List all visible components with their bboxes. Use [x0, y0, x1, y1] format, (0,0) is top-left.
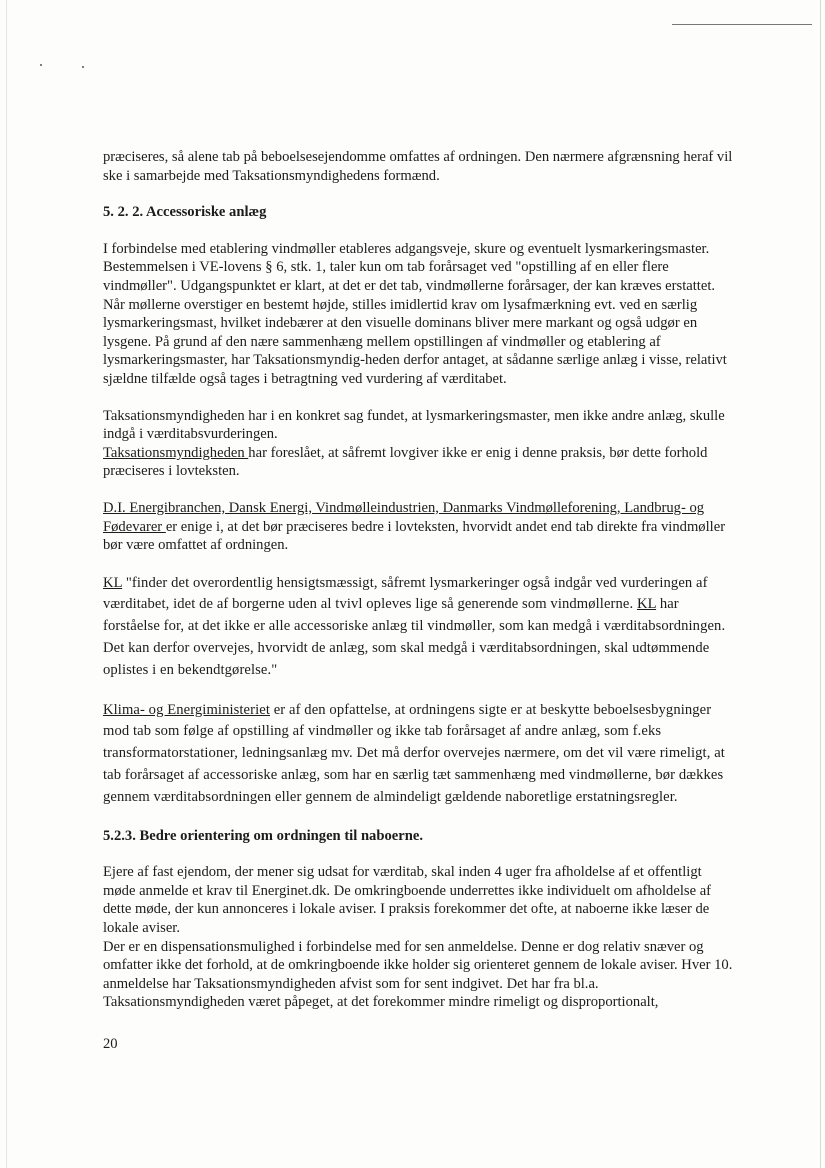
- section-heading-522: 5. 2. 2. Accessoriske anlæg: [103, 204, 267, 221]
- intro-paragraph: præciseres, så alene tab på beboelsesejendomme omfattes af ordningen. Den nærmere afgrænsning heraf vil ske i samarbejde med Taksationsmyndighedens formænd.: [103, 149, 733, 184]
- kl-quote-text-b: har forståelse for, at det ikke er alle accessoriske anlæg til vindmøller, som kan medgå i værditabsordningen. Det kan derfor overvejes, hvorvidt de anlæg, som skal medgå i værditabsordningen, skal udtømmende oplistes i en bekendtgørelse.": [103, 596, 726, 678]
- scan-speck: [40, 64, 42, 66]
- accessory-paragraph-1: I forbindelse med etablering vindmøller etableres adgangsveje, skure og eventuelt lysmarkeringsmaster. Bestemmelsen i VE-lovens § 6, stk. 1, taler kun om tab forårsaget ved "opstilling af en eller flere vindmøller". Udgangspunktet er klart, at det er det tab, vindmøllerne forårsager, der kan kræves erstattet. Når møllerne overstiger en bestemt højde, stilles imidlertid krav om lysafmærkning evt. ved en særlig lysmarkeringsmast, hvilket indebærer at den visuelle dominans bliver mere markant og også udgør en lysgene. På grund af den nære sammenhæng mellem opstillingen af vindmøller og etablering af lysmarkeringsmaster, har Taksationsmyndig-heden derfor antaget, at sådanne særlige anlæg i visse, relativt sjældne tilfælde også tages i betragtning ved vurdering af værditabet.: [103, 240, 727, 387]
- kl-reference-1: KL: [103, 574, 123, 591]
- ministry-paragraph-text: er af den opfattelse, at ordningens sigte er at beskytte beboelsesbygninger mod tab som følge af opstilling af vindmøller og ikke tab forårsaget af andre anlæg, som f.eks transformatorstationer, ledningsanlæg mv. Det må derfor overvejes nærmere, om det vil være rimeligt, at tab forårsaget af accessoriske anlæg, som har en særlig tæt sammenhæng med vindmøllerne, bør dækkes gennem værditabsordningen eller gennem de almindeligt gældende naboretlige erstatningsregler.: [103, 701, 725, 805]
- ministry-paragraph: [103, 700, 733, 809]
- accessory-paragraph-2b-text: har foreslået, at såfremt lovgiver ikke er enig i denne praksis, bør dette forhold præciseres i lovteksten.: [103, 444, 708, 480]
- accessory-paragraph-3: [103, 499, 733, 555]
- orientation-paragraph-1: Ejere af fast ejendom, der mener sig udsat for værditab, skal inden 4 uger fra afholdelse af et offentligt møde anmelde et krav til Energinet.dk. De omkringboende underrettes ikke individuelt om afholdelse af dette møde, der kun annonceres i lokale aviser. I praksis forekommer det ofte, at naboerne ikke læser de lokale aviser.: [103, 864, 712, 937]
- organisations-reference: D.I. Energibranchen, Dansk Energi, Vindmølleindustrien, Danmarks Vindmølleforening, Landbrug- og Fødevarer: [103, 499, 705, 535]
- scan-speck: [82, 66, 84, 68]
- accessory-paragraph-3-text: er enige i, at det bør præciseres bedre i lovteksten, hvorvidt andet end tab direkte fra vindmøller bør være omfattet af ordningen.: [103, 518, 726, 554]
- kl-quote-text-a: "finder det overordentlig hensigtsmæssigt, såfremt lysmarkeringer også indgår ved vurderingen af værditabet, idet de af borgerne uden al tvivl opleves lige så generende som vindmøllerne.: [103, 574, 708, 613]
- kl-reference-2: KL: [636, 596, 657, 613]
- scan-edge-right: [820, 0, 821, 1168]
- ministry-reference: Klima- og Energiministeriet: [103, 701, 270, 718]
- header-rule: [672, 24, 812, 25]
- kl-quote-paragraph: [103, 573, 733, 682]
- taksation-reference: Taksationsmyndigheden: [103, 444, 249, 461]
- scan-edge-left: [6, 0, 7, 1168]
- document-body: [103, 148, 733, 1012]
- accessory-paragraph-2a: Taksationsmyndigheden har i en konkret sag fundet, at lysmarkeringsmaster, men ikke andre anlæg, skulle indgå i værditabsvurderingen.: [103, 407, 725, 443]
- accessory-paragraph-2b: [103, 444, 733, 481]
- page-number: 20: [103, 1036, 118, 1052]
- section-heading-523: 5.2.3. Bedre orientering om ordningen til naboerne.: [103, 827, 423, 844]
- orientation-paragraph-2: Der er en dispensationsmulighed i forbindelse med for sen anmeldelse. Denne er dog relativ snæver og omfatter ikke det forhold, at de omkringboende ikke holder sig orienteret gennem de lokale aviser. Hver 10. anmeldelse har Taksationsmyndigheden afvist som for sent indgivet. Det har fra bl.a. Taksationsmyndigheden været påpeget, at det forekommer mindre rimeligt og disproportionalt,: [103, 938, 733, 1011]
